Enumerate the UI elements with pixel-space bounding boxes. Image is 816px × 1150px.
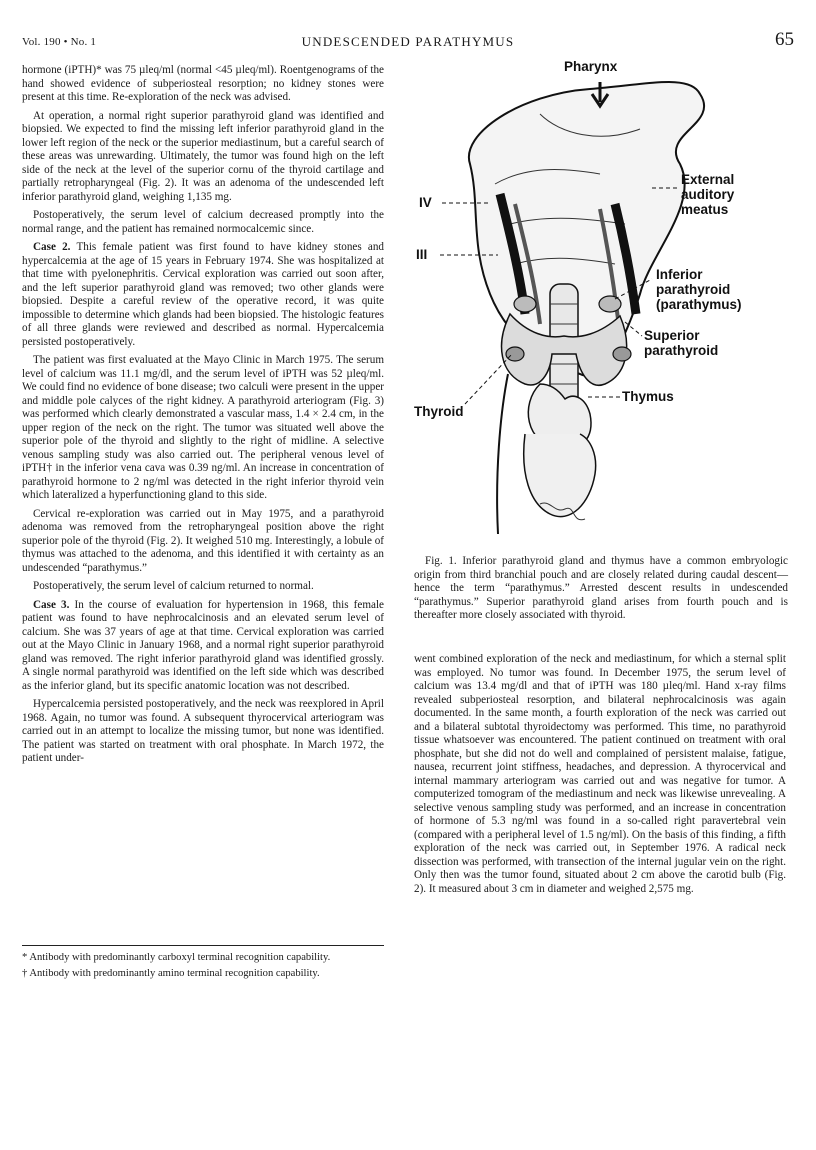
label-parathymus: (parathymus): [656, 297, 742, 312]
paragraph-case-2: [22, 241, 384, 349]
label-external: External: [681, 172, 735, 187]
label-inferior-parathyroid: parathyroid: [656, 282, 731, 297]
anatomy-drawing: [400, 54, 800, 554]
label-thyroid: Thyroid: [414, 404, 464, 419]
footnotes: [22, 951, 384, 983]
label-pouch-iii: III: [416, 247, 428, 262]
paragraph: hormone (iPTH)* was 75 µleq/ml (normal <45 µleq/ml). Roentgenograms of the hand showed evidence of subperiosteal resorption; no kidney stones were present at this time. Re-exploration of the neck was advised.: [22, 64, 384, 103]
label-auditory: auditory: [681, 187, 735, 202]
footnote-carboxyl: * Antibody with predominantly carboxyl terminal recognition capability.: [22, 952, 331, 963]
footnote-divider: [22, 945, 384, 946]
label-pouch-iv: IV: [419, 195, 432, 210]
case-2-heading: Case 2.: [33, 241, 71, 253]
label-superior: Superior: [644, 328, 700, 343]
paragraph: At operation, a normal right superior parathyroid gland was identified and biopsied. We expected to find the missing left inferior parathyroid gland in the lower left region of the neck or the superior mediastinum, but a careful search of these areas was unrewarding. Ultimately, the tumor was found high on the left side of the neck at the level of the superior cornu of the thyroid cartilage and partially retropharyngeal (Fig. 2). It was an adenoma of the undescended left inferior parathyroid gland, weighing 1,135 mg.: [22, 109, 384, 203]
running-header: [22, 29, 794, 53]
case-3-text: In the course of evaluation for hypertension in 1968, this female patient was found to have nephrocalcinosis and an elevated serum level of calcium. She was 37 years of age at that time. Cervical exploration was carried out at the Mayo Clinic in January 1968, and a normal right superior parathyroid gland was removed. The right inferior parathyroid gland was identified grossly. A single normal parathyroid was identified on the left side which was described as the inferior gland, but its specific anatomic location was not described.: [22, 598, 384, 692]
label-pharynx: Pharynx: [564, 59, 618, 74]
left-text-column: [22, 64, 384, 771]
label-thymus: Thymus: [622, 389, 674, 404]
paragraph: Cervical re-exploration was carried out in May 1975, and a parathyroid adenoma was removed from the retropharyngeal position above the right superior pole of the thyroid (Fig. 2). It weighed 510 mg. Interestingly, a lobule of thymus was attached to the adenoma, and this identified it with certainty as an undescended “parathymus.”: [22, 507, 384, 574]
label-meatus: meatus: [681, 202, 729, 217]
paragraph: Postoperatively, the serum level of calcium returned to normal.: [33, 580, 314, 592]
figure-caption: Fig. 1. Inferior parathyroid gland and thymus have a common embryologic origin from third branchial pouch and are closely related during caudal descent—hence the term “parathymus.” Arrested descent results in undescended “parathymus.” Superior parathyroid gland arises from fourth pouch and is thereafter more closely associated with thyroid.: [414, 555, 788, 621]
paragraph: The patient was first evaluated at the Mayo Clinic in March 1975. The serum level of calcium was 11.1 mg/dl, and the serum level of iPTH was 52 µleq/ml. We could find no evidence of bone disease; two calculi were present in the upper and middle pole calyces of the right kidney. A parathyroid arteriogram (Fig. 3) was performed which clearly demonstrated a vascular mass, 1.4 × 2.4 cm, in the upper region of the neck on the right. The tumor was situated well above the superior pole of the thyroid and slightly to the right of midline. A selective venous sampling study was also carried out. The peripheral venous level of iPTH† in the inferior vena cava was 0.39 ng/ml. An increase in concentration of parathyroid hormone to 2 ng/ml was detected in the right inferior thyroid vein which lateralized a hyperfunctioning gland to this side.: [22, 354, 384, 501]
label-inferior: Inferior: [656, 267, 703, 282]
running-title: UNDESCENDED PARATHYMUS: [301, 34, 515, 49]
page-number: 65: [775, 29, 794, 50]
paragraph: went combined exploration of the neck and mediastinum, for which a sternal split was employed. No tumor was found. In December 1975, the serum level of calcium was 13.4 mg/dl and that of iPTH was 180 µleq/ml. Hand x-ray films revealed subperiosteal resorption, and bilateral nephrocalcinosis was again documented. In the same month, a fourth exploration of the neck was carried out and a bilateral subtotal thyroidectomy was performed. This time, no parathyroid tissue whatsoever was encountered. The patient continued on treatment with oral phosphate, but she did not do well and complained of persistent malaise, fatigue, nausea, recurrent joint stiffness, headaches, and depression. A thyrocervical and internal mammary arteriogram was carried out and was negative for tumor. A computerized tomogram of the mediastinum and neck was likewise unrevealing. A selective venous sampling study was performed, and an increase in concentration of hormone of 5.3 ng/ml was found in a so-called right paravertebral vein (compared with a peripheral level of 1.5 ng/ml). On the basis of this finding, a fifth exploration of the neck was carried out, in September 1976. A radical neck dissection was performed, with transection of the internal jugular vein on the right. Only then was the tumor found, situated about 2 cm above the carotid bulb (Fig. 2). It measured about 3 cm in diameter and weighed 2,575 mg.: [414, 653, 786, 895]
footnote-amino: † Antibody with predominantly amino terminal recognition capability.: [22, 968, 320, 979]
case-2-text: This female patient was first found to have kidney stones and hypercalcemia at the age of 15 years in February 1974. She was hospitalized at that time with pyelonephritis. Cervical exploration was carried out soon after, and the left superior parathyroid gland was removed; two other glands were biopsied. Despite a careful review of the operative record, it was quite impossible to determine which glands had been biopsied. The histologic features of all three glands were reviewed and described as normal. Hypercalcemia persisted postoperatively.: [22, 241, 384, 348]
right-text-column: [414, 653, 786, 901]
label-superior-parathyroid: parathyroid: [644, 343, 719, 358]
figure-1-anatomical-illustration: [400, 54, 800, 554]
case-3-heading: Case 3.: [33, 598, 70, 611]
paragraph-case-3: [22, 599, 384, 694]
paragraph: Postoperatively, the serum level of calcium decreased promptly into the normal range, and the patient has remained normocalcemic since.: [22, 209, 384, 235]
volume-issue: Vol. 190 • No. 1: [22, 36, 97, 48]
paragraph: Hypercalcemia persisted postoperatively, and the neck was reexplored in April 1968. Again, no tumor was found. A subsequent thyrocervical arteriogram was carried out in an attempt to localize the missing tumor, but none was identified. The patient was started on treatment with oral phosphate. In March 1972, the patient under-: [22, 698, 384, 764]
